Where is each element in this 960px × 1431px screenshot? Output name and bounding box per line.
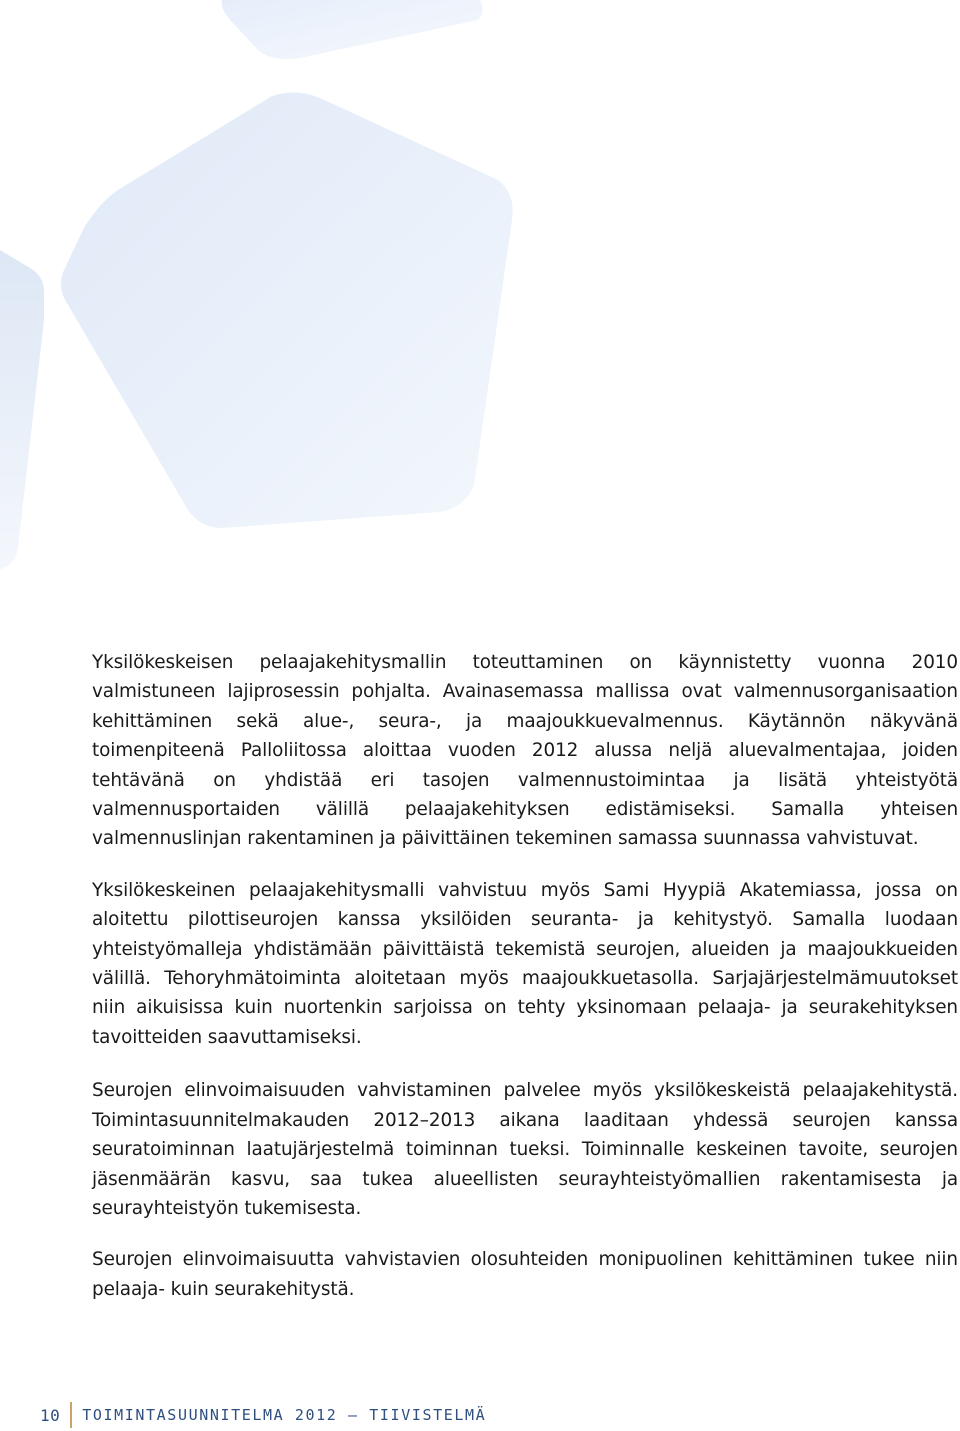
- decor-shape-left: [0, 250, 44, 570]
- page-number: 10: [40, 1405, 61, 1425]
- paragraph: Yksilökeskeinen pelaajakehitysmalli vahvistuu myös Sami Hyypiä Akatemiassa, jossa on aloitettu pilottiseurojen kanssa yksilöiden seuranta- ja kehitystyö. Samalla luodaan yhteistyömalleja yhdistämään päivittäistä tekemistä seurojen, alueiden ja maajoukkueiden välillä. Tehoryhmätoiminta aloitetaan myös maajoukkuetasolla. Sarjajärjestelmämuutokset niin aikuisissa kuin nuortenkin sarjoissa on tehty yksinomaan pelaaja- ja seurakehityksen tavoitteiden saavuttamiseksi.: [92, 879, 958, 1048]
- paragraph: Yksilökeskeisen pelaajakehitysmallin toteuttaminen on käynnistetty vuonna 2010 valmistuneen lajiprosessin pohjalta. Avainasemassa mallissa ovat valmennusorganisaation kehittäminen sekä alue-, seura-, ja maajoukkuevalmennus. Käytännön näkyvänä toimenpiteenä Palloliitossa aloittaa vuoden 2012 alussa neljä aluevalmentajaa, joiden tehtävänä on yhdistää eri tasojen valmennustoimintaa ja lisätä yhteistyötä valmennusportaiden välillä pelaajakehityksen edistämiseksi. Samalla yhteisen valmennuslinjan rakentaminen ja päivittäinen tekeminen samassa suunnassa vahvistuvat.: [92, 652, 958, 850]
- paragraph: Seurojen elinvoimaisuutta vahvistavien olosuhteiden monipuolinen kehittäminen tukee niin pelaaja- kuin seurakehitystä.: [92, 1249, 958, 1300]
- page-footer: [40, 1402, 486, 1428]
- paragraph: Seurojen elinvoimaisuuden vahvistaminen palvelee myös yksilökeskeistä pelaajakehitystä. Toimintasuunnitelmakauden 2012–2013 aikana laaditaan yhdessä seurojen kanssa seuratoiminnan laatujärjestelmä toiminnan tueksi. Toiminnalle keskeinen tavoite, seurojen jäsenmäärän kasvu, saa tukea alueellisten seurayhteistyömallien rakentamisesta ja seurayhteistyön tukemisesta.: [92, 1080, 958, 1219]
- publication-title: TOIMINTASUUNNITELMA 2012 — TIIVISTELMÄ: [82, 1406, 487, 1424]
- decor-shape-top: [222, 0, 483, 59]
- body-text: [92, 648, 958, 1326]
- decor-shape-center: [61, 92, 513, 528]
- decorative-pentagon-shapes: [0, 0, 960, 600]
- footer-separator: [70, 1402, 72, 1428]
